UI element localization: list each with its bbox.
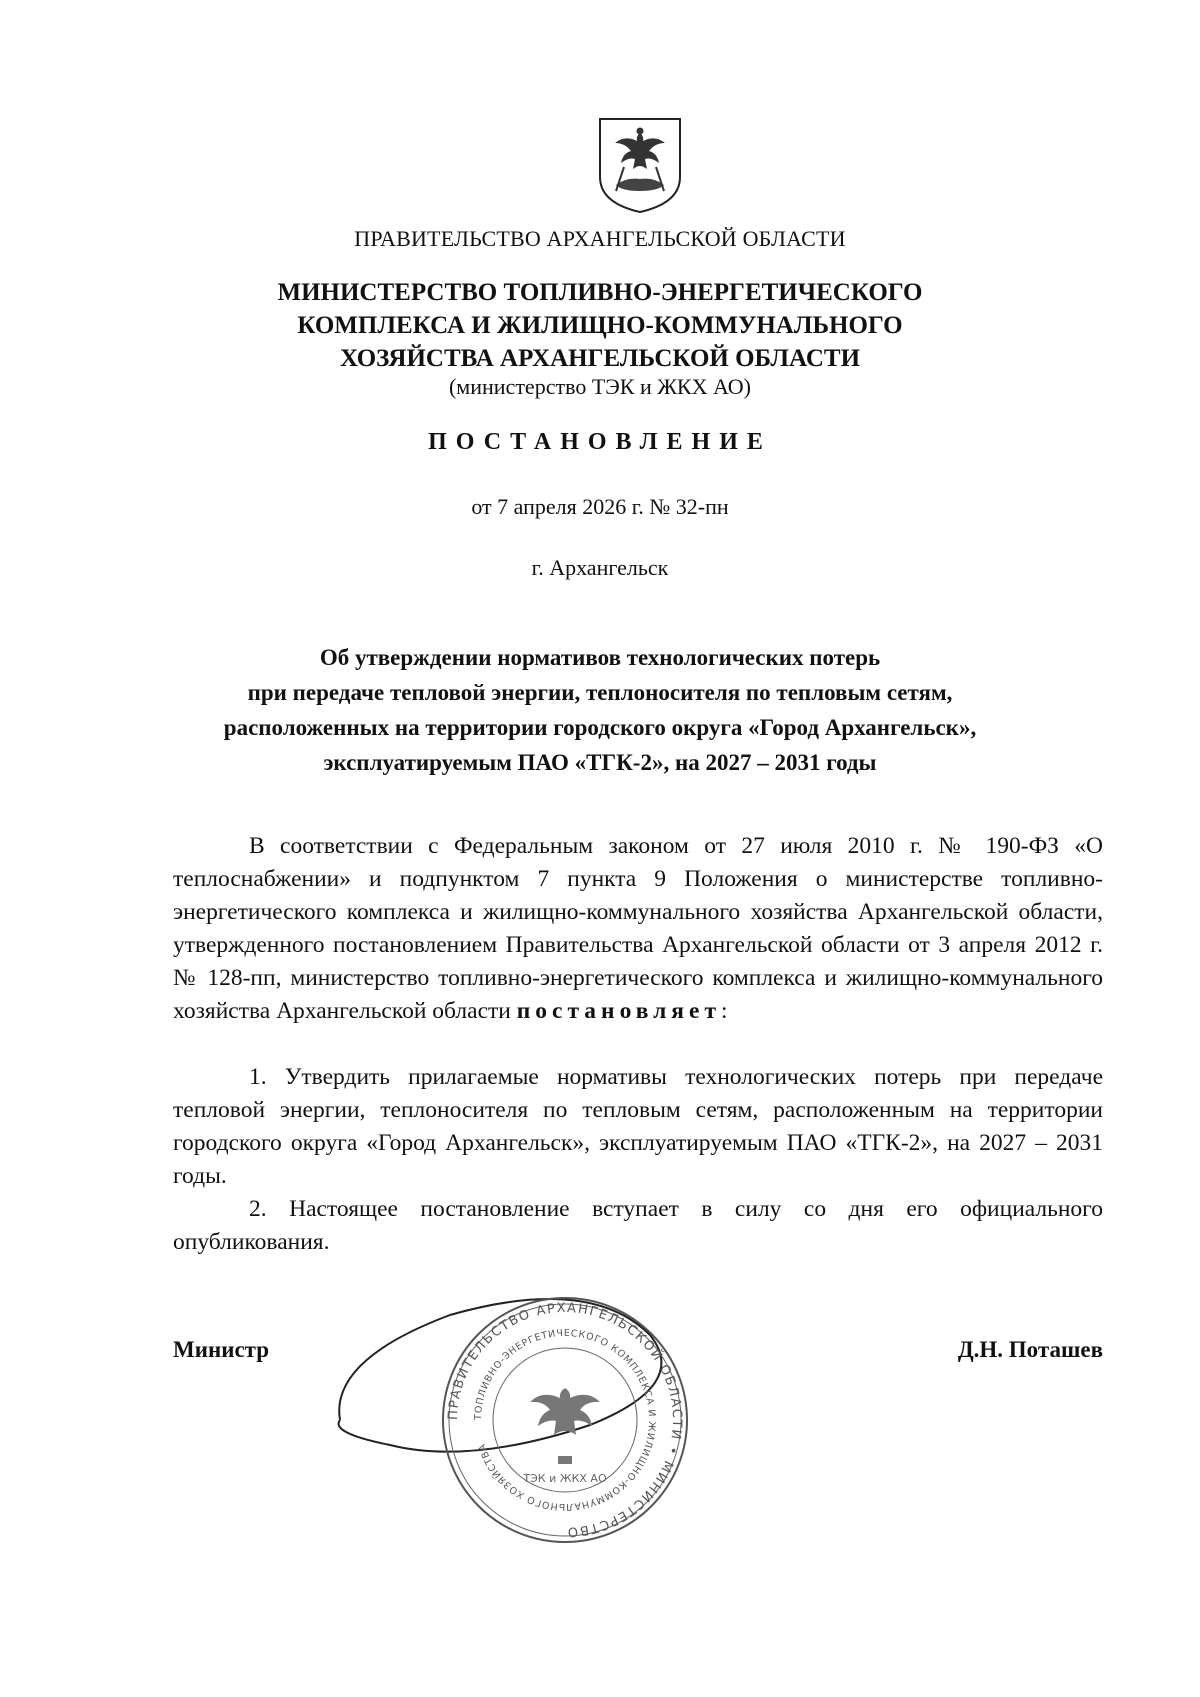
ministry-name [0, 276, 1200, 375]
official-stamp [330, 1270, 750, 1570]
document-type: ПОСТАНОВЛЕНИЕ [428, 429, 772, 455]
stamp-inner-text: ТОПЛИВНО-ЭНЕРГЕТИЧЕСКОГО КОМПЛЕКСА И ЖИЛИЩНО-КОММУНАЛЬНОГО ХОЗЯЙСТВА [472, 1327, 658, 1513]
title-line: расположенных на территории городского округа «Город Архангельск», [223, 715, 977, 740]
stamp-outer-text: ПРАВИТЕЛЬСТВО АРХАНГЕЛЬСКОЙ ОБЛАСТИ • МИНИСТЕРСТВО [445, 1300, 685, 1540]
title-line: эксплуатируемым ПАО «ТГК-2», на 2027 – 2031 годы [323, 750, 877, 775]
ministry-name-line: МИНИСТЕРСТВО ТОПЛИВНО-ЭНЕРГЕТИЧЕСКОГО [277, 279, 923, 306]
title-line: Об утверждении нормативов технологических потерь [319, 645, 881, 670]
document-date-number: от 7 апреля 2026 г. № 32-пн [471, 494, 729, 519]
clause-2: 2. Настоящее постановление вступает в силу со дня его официального опубликования. [173, 1196, 1103, 1255]
clause-1: 1. Утвердить прилагаемые нормативы технологических потерь при передаче тепловой энергии, теплоносителя по тепловым сетям, расположенным на территории городского округа «Город Архангельск», эксплуатируемым ПАО «ТГК-2», на 2027 – 2031 годы. [173, 1064, 1103, 1189]
signatory-name: Д.Н. Поташев [957, 1337, 1103, 1362]
resolves-keyword: постановляет [516, 998, 721, 1024]
title-line: при передаче тепловой энергии, теплоносителя по тепловым сетям, [247, 680, 953, 705]
arkhangelsk-coat-of-arms-icon [594, 115, 686, 215]
ministry-name-line: ХОЗЯЙСТВА АРХАНГЕЛЬСКОЙ ОБЛАСТИ [339, 345, 861, 372]
ministry-name-line: КОМПЛЕКСА И ЖИЛИЩНО-КОММУНАЛЬНОГО [297, 312, 903, 339]
preamble-paragraph [173, 830, 1103, 1028]
preamble-text: В соответствии с Федеральным законом от 27 июля 2010 г. № 190-ФЗ «О теплоснабжении» и подпунктом 7 пункта 9 Положения о министерстве топливно-энергетического комплекса и жилищно-коммунального хозяйства Архангельской области, утвержденного постановлением Правительства Архангельской области от 3 апреля 2012 г. № 128-пп, министерство топливно-энергетического комплекса и жилищно-коммунального хозяйства Архангельской области [173, 833, 1103, 1024]
government-name: ПРАВИТЕЛЬСТВО АРХАНГЕЛЬСКОЙ ОБЛАСТИ [354, 226, 846, 251]
signatory-role: Министр [173, 1337, 270, 1362]
ministry-short-name: (министерство ТЭК и ЖКХ АО) [448, 374, 752, 399]
document-title [0, 640, 1200, 780]
document-city: г. Архангельск [531, 555, 669, 580]
preamble-colon: : [721, 998, 728, 1024]
stamp-short-text: ТЭК и ЖКХ АО [523, 1472, 607, 1485]
